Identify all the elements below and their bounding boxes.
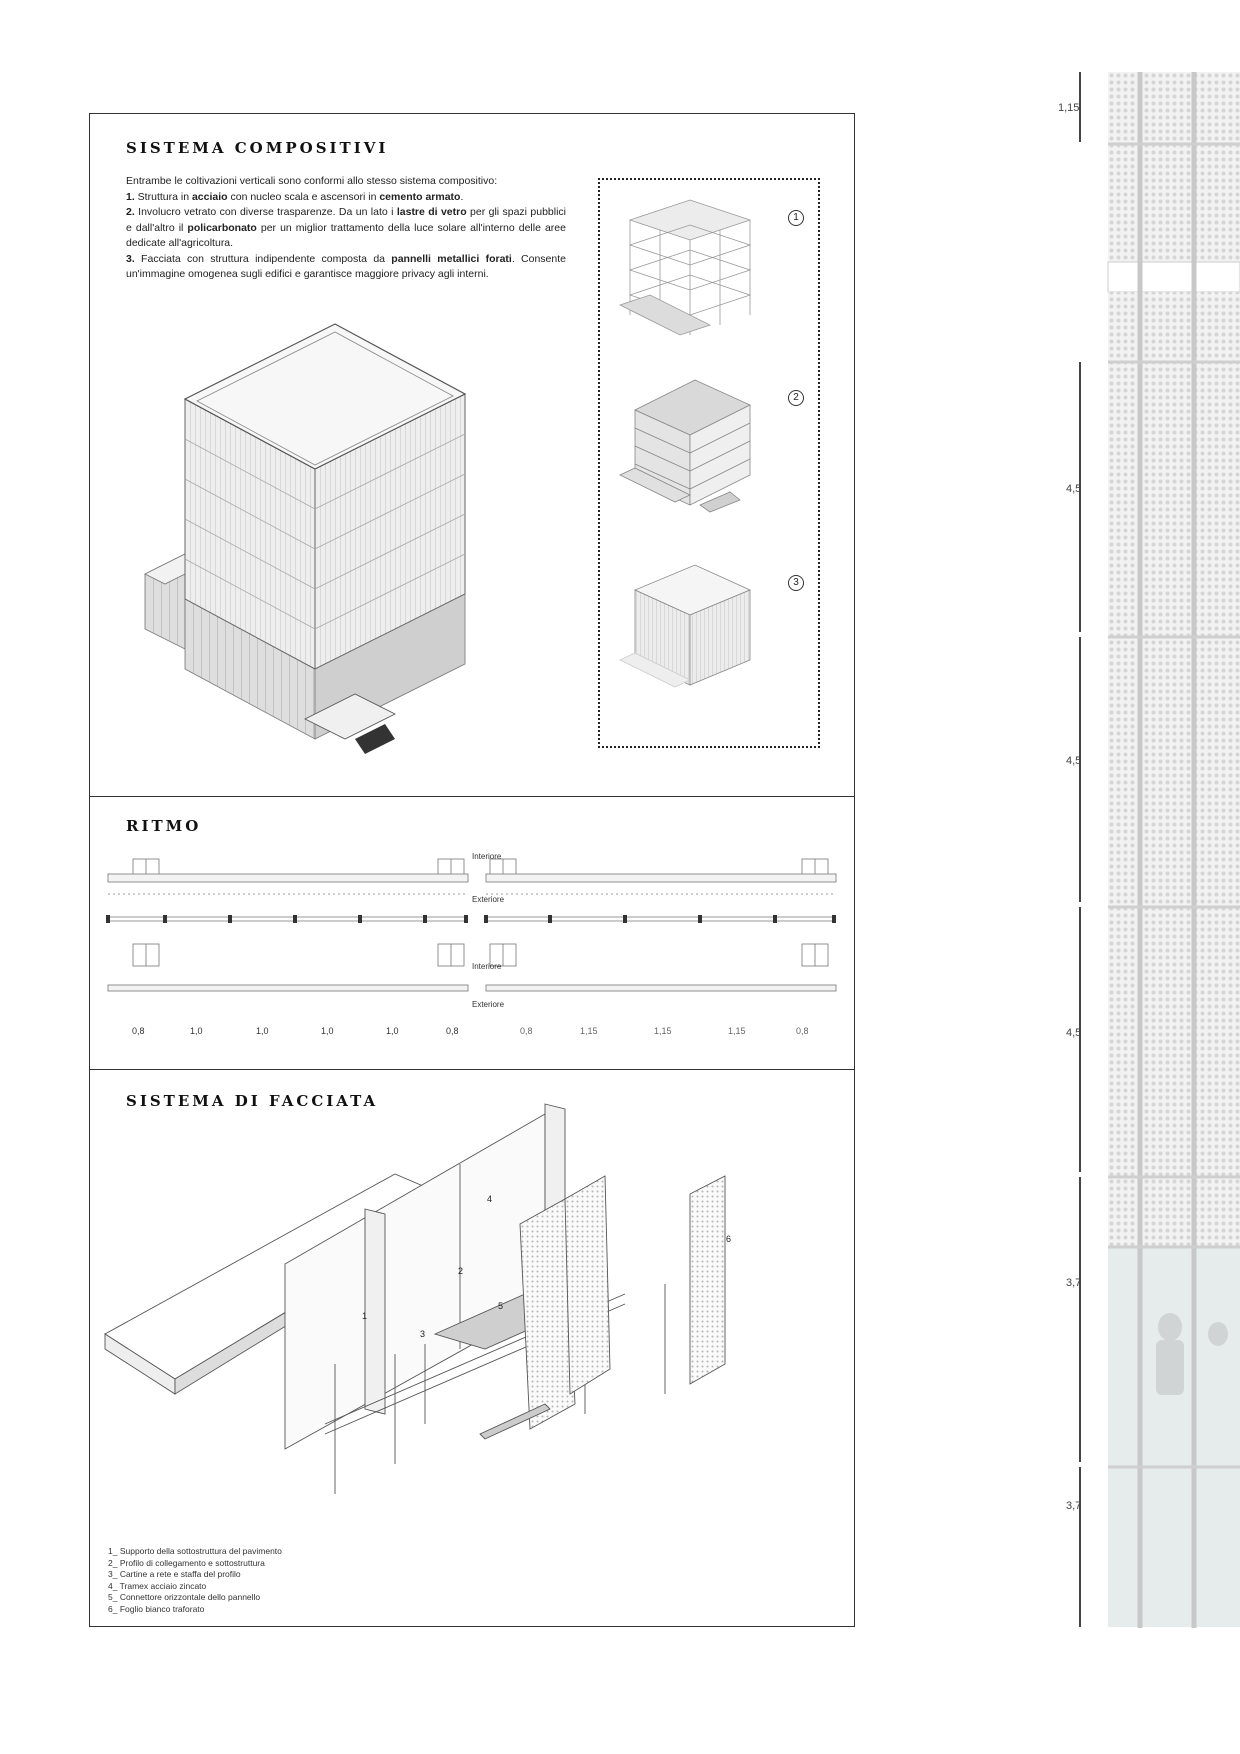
elevation-dim-5: 3,7: [1066, 1277, 1082, 1289]
elevation-dim-4: 4,5: [1066, 1027, 1082, 1039]
legend-item-5: 5_ Connettore orizzontale dello pannello: [108, 1592, 261, 1602]
section-title-rhythm: RITMO: [126, 817, 202, 835]
intro-point-2: 2. Involucro vetrato con diverse trasparenze. Da un lato i lastre di vetro per gli spazi pubblici e dall'altro il policarbonato per un miglior trattamento della luce solare all'interno delle aree dedicate all'agricoltura.: [126, 206, 566, 249]
legend-item-3: 3_ Cartine a rete e staffa del profilo: [108, 1569, 241, 1579]
intro-point-1: 1. Struttura in acciaio con nucleo scala e ascensori in cemento armato.: [126, 190, 464, 203]
section-divider-2: [90, 1069, 854, 1070]
step-1-structure-diagram: [620, 200, 760, 350]
step-3-facade-diagram: [620, 565, 760, 705]
callout-4: 4: [487, 1194, 493, 1204]
rhythm-dim-left-1: 0,8: [132, 1026, 145, 1036]
intro-point-3: 3. Facciata con struttura indipendente composta da pannelli metallici forati. Consente un'immagine omogenea sugli edifici e garantisce maggiore privacy agli interni.: [126, 252, 566, 280]
exploded-steps-box: [598, 178, 820, 748]
legend-item-1: 1_ Supporto della sottostruttura del pavimento: [108, 1546, 282, 1556]
main-board: [89, 113, 855, 1627]
elevation-dimension-line: [1070, 72, 1090, 1628]
label-exterior-bottom: Exteriore: [472, 1000, 505, 1009]
label-exterior-top: Exteriore: [472, 895, 505, 904]
callout-5: 5: [498, 1301, 504, 1311]
main-building-axonometric: [145, 319, 525, 759]
step-3-badge: 3: [788, 575, 804, 591]
elevation-dim-6: 3,7: [1066, 1500, 1082, 1512]
facade-legend: [108, 1546, 282, 1615]
elevation-dim-1: 1,15: [1058, 102, 1080, 114]
section-title-composition: SISTEMA COMPOSITIVI: [126, 139, 389, 157]
label-interior-bottom: Interiore: [472, 962, 502, 971]
section-divider-1: [90, 796, 854, 797]
rhythm-dim-left-5: 1,0: [386, 1026, 399, 1036]
facade-elevation-strip: [1108, 72, 1240, 1628]
rhythm-dim-right-5: 0,8: [796, 1026, 809, 1036]
step-2-envelope-diagram: [620, 380, 760, 530]
rhythm-dim-left-3: 1,0: [256, 1026, 269, 1036]
legend-item-4: 4_ Tramex acciaio zincato: [108, 1580, 207, 1591]
callout-6: 6: [726, 1234, 732, 1244]
section-title-facade: SISTEMA DI FACCIATA: [126, 1092, 379, 1110]
elevation-dim-2: 4,5: [1066, 483, 1082, 495]
rhythm-dim-right-1: 0,8: [520, 1026, 533, 1036]
step-1-badge: 1: [788, 210, 804, 226]
legend-item-6: 6_ Foglio bianco traforato: [108, 1603, 205, 1614]
intro-lead: Entrambe le coltivazioni verticali sono conformi allo stesso sistema compositivo:: [126, 175, 498, 187]
elevation-dim-3: 4,5: [1066, 755, 1082, 767]
callout-1: 1: [362, 1311, 368, 1321]
rhythm-dim-left-4: 1,0: [321, 1026, 334, 1036]
rhythm-dim-right-3: 1,15: [654, 1026, 672, 1036]
step-2-badge: 2: [788, 390, 804, 406]
callout-3: 3: [420, 1329, 426, 1339]
label-interior-top: Interiore: [472, 852, 502, 861]
intro-text: [126, 174, 566, 283]
callout-2: 2: [458, 1266, 464, 1276]
facade-system-exploded-diagram: [105, 1104, 825, 1524]
rhythm-plan-diagram: [108, 849, 838, 1019]
legend-item-2: 2_ Profilo di collegamento e sottostruttura: [108, 1557, 265, 1568]
rhythm-dim-right-2: 1,15: [580, 1026, 598, 1036]
rhythm-dim-right-4: 1,15: [728, 1026, 746, 1036]
rhythm-dim-left-2: 1,0: [190, 1026, 203, 1036]
rhythm-dim-left-6: 0,8: [446, 1026, 459, 1036]
